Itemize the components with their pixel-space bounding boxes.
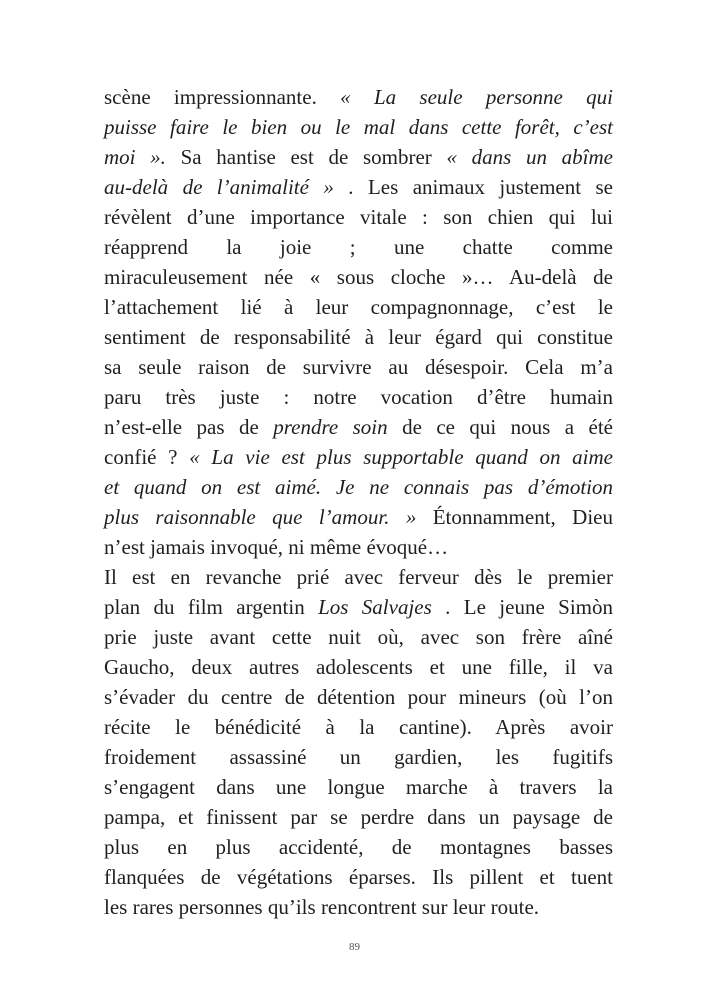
text-line bbox=[104, 802, 613, 832]
text-line bbox=[104, 352, 613, 382]
text-segment: n’est-elle pas de bbox=[104, 415, 274, 439]
text-segment: récite le bénédicité à la cantine). Après avoir bbox=[104, 715, 613, 739]
text-line bbox=[104, 682, 613, 712]
text-segment: . Les animaux justement se bbox=[348, 175, 613, 199]
text-segment: froidement assassiné un gardien, les fugitifs bbox=[104, 745, 613, 769]
text-segment: plus en plus accidenté, de montagnes basses bbox=[104, 835, 613, 859]
text-line bbox=[104, 382, 613, 412]
text-line bbox=[104, 232, 613, 262]
text-line bbox=[104, 172, 613, 202]
text-segment: plan du film argentin bbox=[104, 595, 319, 619]
text-segment: révèlent d’une importance vitale : son chien qui lui bbox=[104, 205, 613, 229]
text-line bbox=[104, 82, 613, 112]
text-line bbox=[104, 142, 613, 172]
page-number: 89 bbox=[349, 941, 360, 953]
text-line bbox=[104, 412, 613, 442]
text-line bbox=[104, 862, 613, 892]
text-segment: Gaucho, deux autres adolescents et une fille, il va bbox=[104, 655, 613, 679]
italic-text-segment: prendre soin bbox=[273, 415, 403, 439]
italic-text-segment: moi ». bbox=[104, 145, 181, 169]
italic-text-segment: et quand on est aimé. Je ne connais pas d’émotion bbox=[104, 475, 613, 499]
text-segment: de ce qui nous a été bbox=[402, 415, 613, 439]
text-segment: les rares personnes qu’ils rencontrent sur leur route. bbox=[104, 895, 540, 919]
italic-text-segment: plus raisonnable que l’amour. » bbox=[104, 505, 433, 529]
italic-text-segment: « La vie est plus supportable quand on aime bbox=[189, 445, 613, 469]
text-line bbox=[104, 742, 613, 772]
text-segment: pampa, et finissent par se perdre dans un paysage de bbox=[104, 805, 613, 829]
text-segment: réapprend la joie ; une chatte comme bbox=[104, 235, 613, 259]
text-segment: Sa hantise est de sombrer bbox=[180, 145, 447, 169]
text-line bbox=[104, 562, 613, 592]
body-text bbox=[104, 82, 613, 922]
text-segment: flanquées de végétations éparses. Ils pillent et tuent bbox=[104, 865, 613, 889]
text-segment: Il est en revanche prié avec ferveur dès le premier bbox=[104, 565, 613, 589]
text-segment: Étonnamment, Dieu bbox=[432, 505, 613, 529]
text-segment: . Le jeune Simòn bbox=[431, 595, 613, 619]
text-line bbox=[104, 472, 613, 502]
text-segment: s’évader du centre de détention pour mineurs (où l’on bbox=[104, 685, 613, 709]
text-line bbox=[104, 622, 613, 652]
text-segment: n’est jamais invoqué, ni même évoqué… bbox=[104, 535, 449, 559]
text-line bbox=[104, 502, 613, 532]
text-line bbox=[104, 262, 613, 292]
text-line bbox=[104, 442, 613, 472]
text-segment: sa seule raison de survivre au désespoir. Cela m’a bbox=[104, 355, 613, 379]
text-line bbox=[104, 592, 613, 622]
text-segment: s’engagent dans une longue marche à travers la bbox=[104, 775, 613, 799]
text-line bbox=[104, 892, 613, 922]
text-line bbox=[104, 322, 613, 352]
text-line bbox=[104, 832, 613, 862]
text-segment: scène impressionnante. bbox=[104, 85, 341, 109]
text-segment: l’attachement lié à leur compagnonnage, c’est le bbox=[104, 295, 613, 319]
text-line bbox=[104, 712, 613, 742]
italic-text-segment: « dans un abîme bbox=[446, 145, 613, 169]
text-segment: prie juste avant cette nuit où, avec son frère aîné bbox=[104, 625, 613, 649]
text-segment: paru très juste : notre vocation d’être humain bbox=[104, 385, 613, 409]
text-line bbox=[104, 532, 613, 562]
text-line bbox=[104, 112, 613, 142]
italic-text-segment: puisse faire le bien ou le mal dans cette forêt, c’est bbox=[104, 115, 613, 139]
text-line bbox=[104, 202, 613, 232]
text-line bbox=[104, 772, 613, 802]
text-line bbox=[104, 652, 613, 682]
italic-text-segment: Los Salvajes bbox=[318, 595, 432, 619]
text-segment: sentiment de responsabilité à leur égard qui constitue bbox=[104, 325, 613, 349]
italic-text-segment: au-delà de l’animalité » bbox=[104, 175, 349, 199]
text-line bbox=[104, 292, 613, 322]
italic-text-segment: « La seule personne qui bbox=[340, 85, 613, 109]
text-segment: confié ? bbox=[104, 445, 190, 469]
text-segment: miraculeusement née « sous cloche »… Au-delà de bbox=[104, 265, 613, 289]
